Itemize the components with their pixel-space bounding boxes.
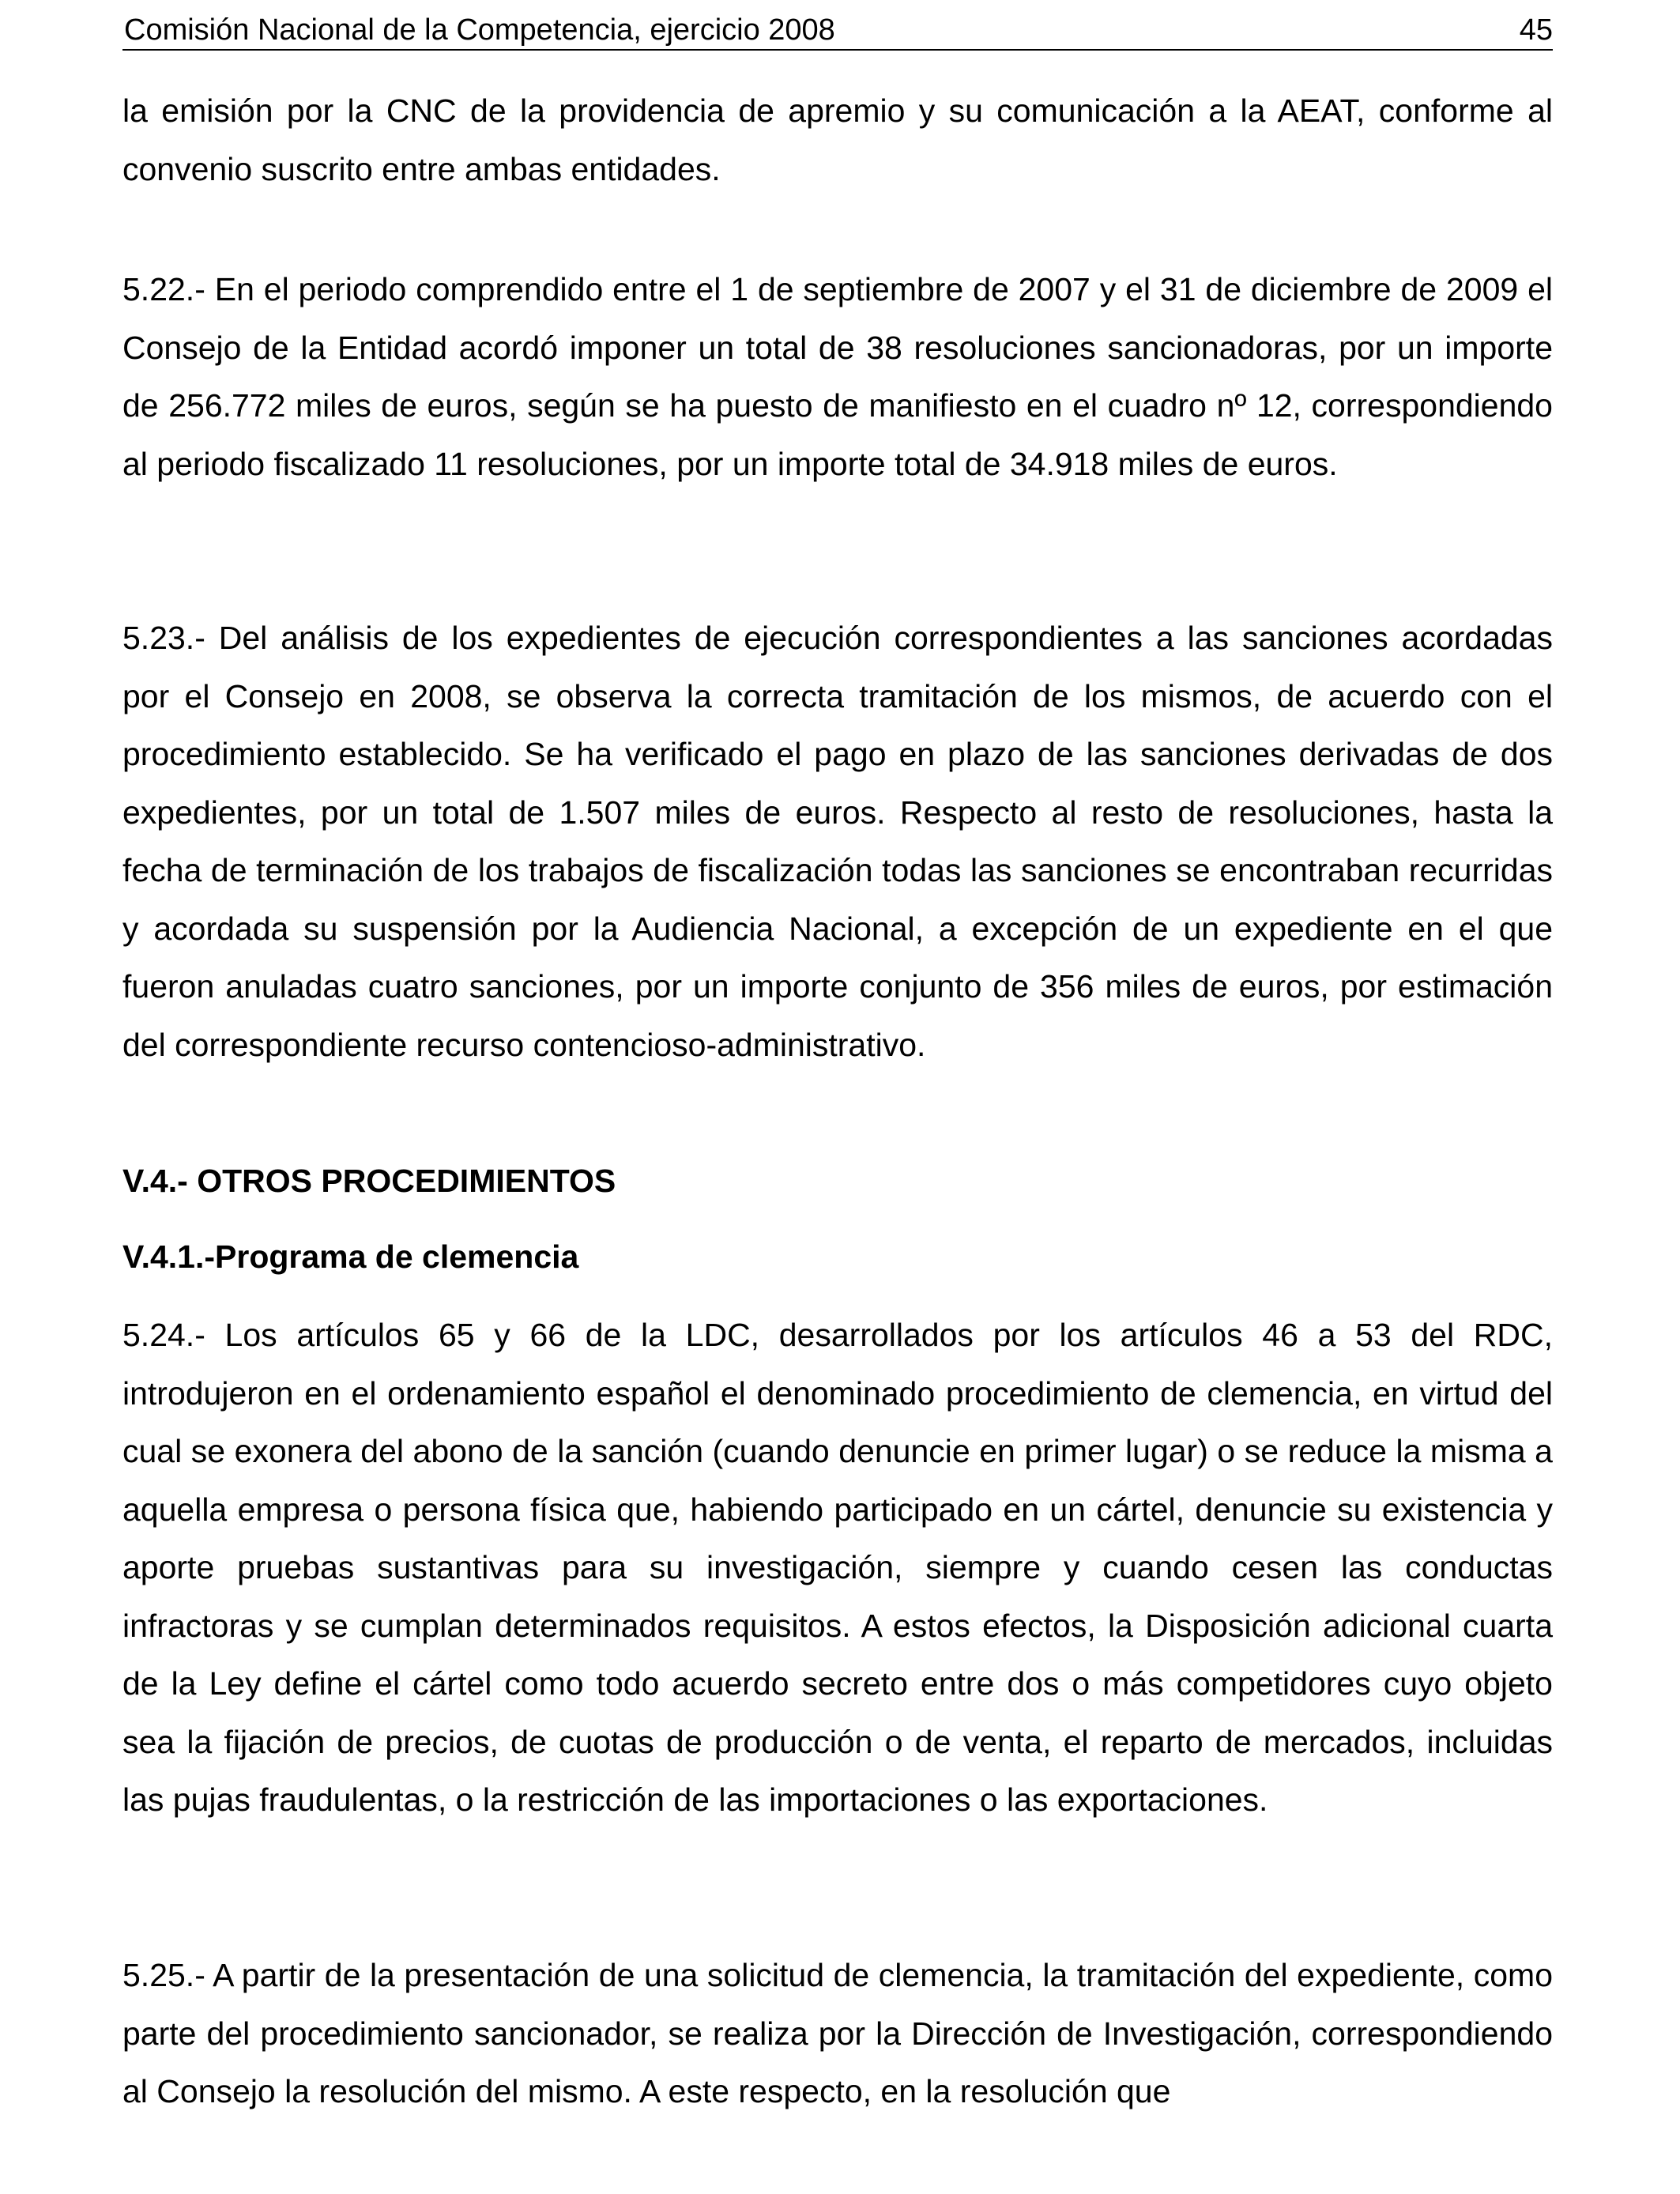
paragraph-text: la emisión por la CNC de la providencia de apremio y su comunicación a la AEAT, conforme al convenio suscrito entre ambas entidades. xyxy=(122,92,1553,187)
page-number: 45 xyxy=(1519,13,1553,47)
paragraph-text: 5.23.- Del análisis de los expedientes de ejecución correspondientes a las sanciones acordadas por el Consejo en 2008, se observa la correcta tramitación de los mismos, de acuerdo con el procedimiento establecido. Se ha verificado el pago en plazo de las sanciones derivadas de dos expedientes, por un total de 1.507 miles de euros. Respecto al resto de resoluciones, hasta la fecha de terminación de los trabajos de fiscalización todas las sanciones se encontraban recurridas y acordada su suspensión por la Audiencia Nacional, a excepción de un expediente en el que fueron anuladas cuatro sanciones, por un importe conjunto de 356 miles de euros, por estimación del correspondiente recurso contencioso-administrativo. xyxy=(122,620,1553,1063)
paragraph-text: 5.25.- A partir de la presentación de una solicitud de clemencia, la tramitación del expediente, como parte del procedimiento sancionador, se realiza por la Dirección de Investigación, correspondiendo al Consejo la resolución del mismo. A este respecto, en la resolución que xyxy=(122,1957,1553,2109)
paragraph-5-25 xyxy=(122,1947,1553,2121)
paragraph-5-22 xyxy=(122,261,1553,493)
paragraph-5-23 xyxy=(122,609,1553,1074)
paragraph-continuation xyxy=(122,82,1553,198)
running-header xyxy=(122,11,1553,51)
paragraph-text: 5.24.- Los artículos 65 y 66 de la LDC, desarrollados por los artículos 46 a 53 del RDC, introdujeron en el ordenamiento español el denominado procedimiento de clemencia, en virtud del cual se exonera del abono de la sanción (cuando denuncie en primer lugar) o se reduce la misma a aquella empresa o persona física que, habiendo participado en un cártel, denuncie su existencia y aporte pruebas sustantivas para su investigación, siempre y cuando cesen las conductas infractoras y se cumplan determinados requisitos. A estos efectos, la Disposición adicional cuarta de la Ley define el cártel como todo acuerdo secreto entre dos o más competidores cuyo objeto sea la fijación de precios, de cuotas de producción o de venta, el reparto de mercados, incluidas las pujas fraudulentas, o la restricción de las importaciones o las exportaciones. xyxy=(122,1317,1553,1818)
section-heading: V.4.- OTROS PROCEDIMIENTOS xyxy=(122,1163,616,1199)
paragraph-5-24 xyxy=(122,1306,1553,1830)
subsection-heading: V.4.1.-Programa de clemencia xyxy=(122,1238,579,1275)
header-title: Comisión Nacional de la Competencia, ejercicio 2008 xyxy=(124,13,835,47)
paragraph-text: 5.22.- En el periodo comprendido entre el 1 de septiembre de 2007 y el 31 de diciembre de 2009 el Consejo de la Entidad acordó imponer un total de 38 resoluciones sancionadoras, por un importe de 256.772 miles de euros, según se ha puesto de manifiesto en el cuadro nº 12, correspondiendo al periodo fiscalizado 11 resoluciones, por un importe total de 34.918 miles de euros. xyxy=(122,271,1553,482)
